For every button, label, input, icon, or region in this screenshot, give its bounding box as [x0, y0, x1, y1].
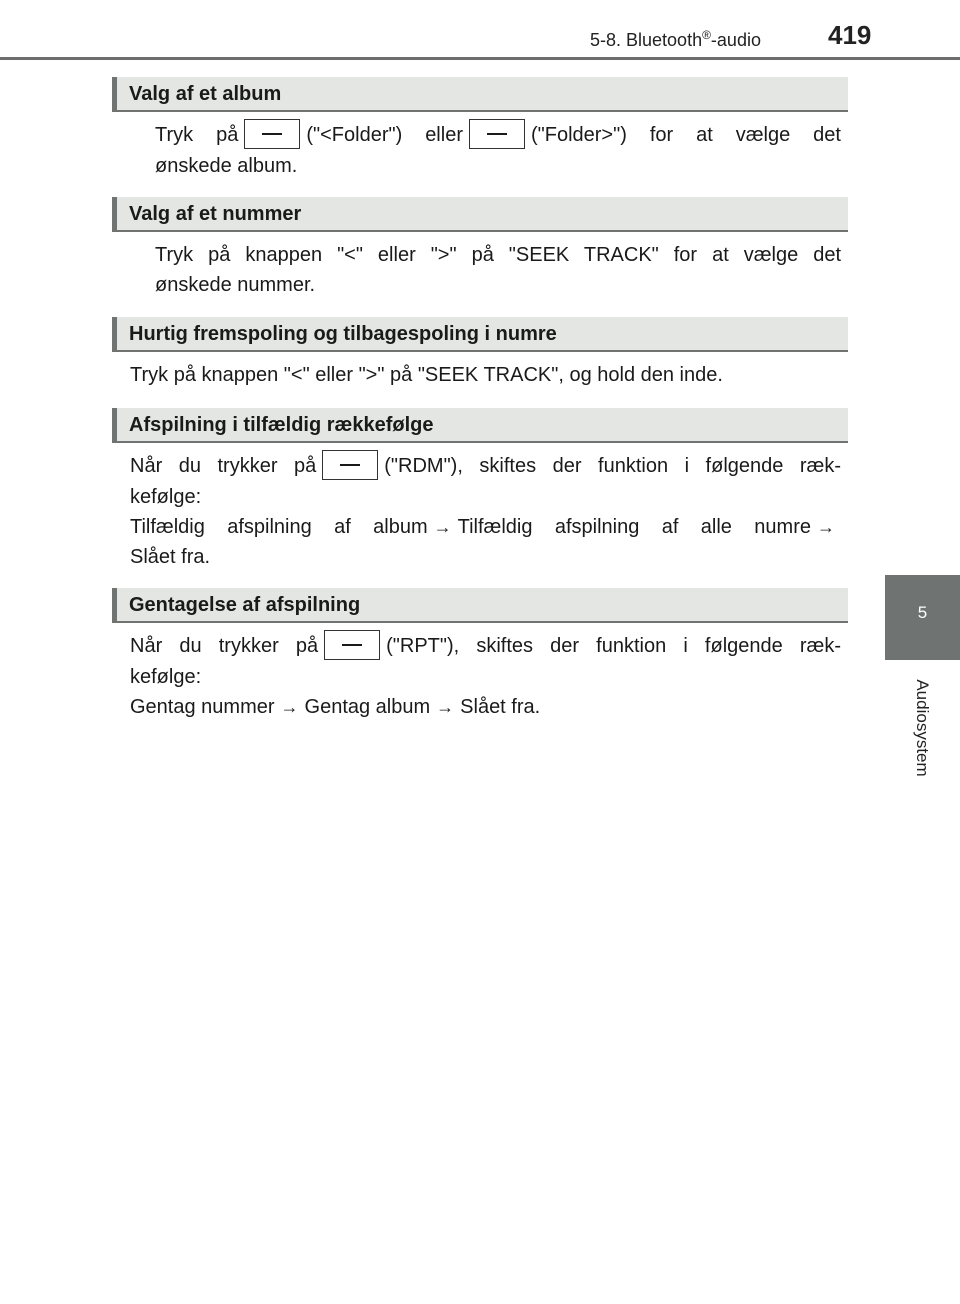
- text-line: ønskede nummer.: [155, 274, 316, 296]
- section-heading-album: Valg af et album: [112, 77, 848, 112]
- chapter-tab[interactable]: 5: [885, 575, 960, 660]
- arrow-right-icon: →: [436, 696, 455, 717]
- paragraph-random: [130, 451, 841, 572]
- arrow-right-icon: →: [816, 516, 835, 537]
- section-heading-random: Afspilning i tilfældig rækkefølge: [112, 408, 848, 443]
- arrow-right-icon: →: [280, 696, 299, 717]
- text-line: [130, 631, 841, 662]
- text-fragment: Tilfældig afspilning af alle numre: [457, 515, 811, 538]
- text-fragment: Slået fra.: [460, 695, 541, 718]
- header-section: 5-8. Bluetooth: [590, 30, 703, 50]
- header-title: [590, 28, 761, 51]
- text-fragment: Gentag album: [304, 695, 431, 718]
- folder-next-button-icon: [469, 119, 525, 149]
- folder-prev-button-icon: [244, 119, 300, 149]
- text-line: kefølge:: [130, 485, 202, 508]
- header-section-suffix: -audio: [710, 30, 761, 50]
- text-line: Slået fra.: [130, 545, 211, 568]
- paragraph-track: [155, 240, 841, 300]
- text-line: Tryk på knappen "<" eller ">" på "SEEK TRACK" for at vælge det: [155, 244, 841, 266]
- section-heading-track: Valg af et nummer: [112, 197, 848, 232]
- page-number: 419: [828, 20, 872, 50]
- text-fragment: ("<Folder") eller: [306, 124, 463, 146]
- text-line: ønskede album.: [155, 154, 298, 177]
- chapter-label: Audiosystem: [913, 679, 932, 777]
- text-fragment: Tryk på: [155, 124, 239, 146]
- text-line: kefølge:: [130, 665, 202, 688]
- text-fragment: Tilfældig afspilning af album: [130, 515, 428, 538]
- paragraph-album: [155, 120, 841, 181]
- text-line: [155, 120, 841, 151]
- text-line: [130, 692, 841, 722]
- text-line: [130, 451, 841, 482]
- arrow-right-icon: →: [433, 516, 452, 537]
- text-line: Tryk på knappen "<" eller ">" på "SEEK TRACK", og hold den inde.: [130, 364, 723, 386]
- text-fragment: Når du trykker på: [130, 635, 319, 657]
- text-fragment: ("RDM"), skiftes der funktion i følgende ræk-: [384, 455, 841, 477]
- section-heading-seek: Hurtig fremspoling og tilbagespoling i numre: [112, 317, 848, 352]
- text-line: [130, 512, 841, 542]
- paragraph-seek: [130, 360, 841, 390]
- text-fragment: Gentag nummer: [130, 695, 275, 718]
- header-rule: [0, 57, 960, 60]
- text-fragment: ("RPT"), skiftes der funktion i følgende ræk-: [386, 635, 842, 657]
- text-fragment: ("Folder>") for at vælge det: [530, 124, 841, 146]
- registered-mark: ®: [702, 28, 711, 42]
- section-heading-repeat: Gentagelse af afspilning: [112, 588, 848, 623]
- rdm-button-icon: [322, 450, 378, 480]
- paragraph-repeat: [130, 631, 841, 722]
- text-fragment: Når du trykker på: [130, 455, 317, 477]
- rpt-button-icon: [324, 630, 380, 660]
